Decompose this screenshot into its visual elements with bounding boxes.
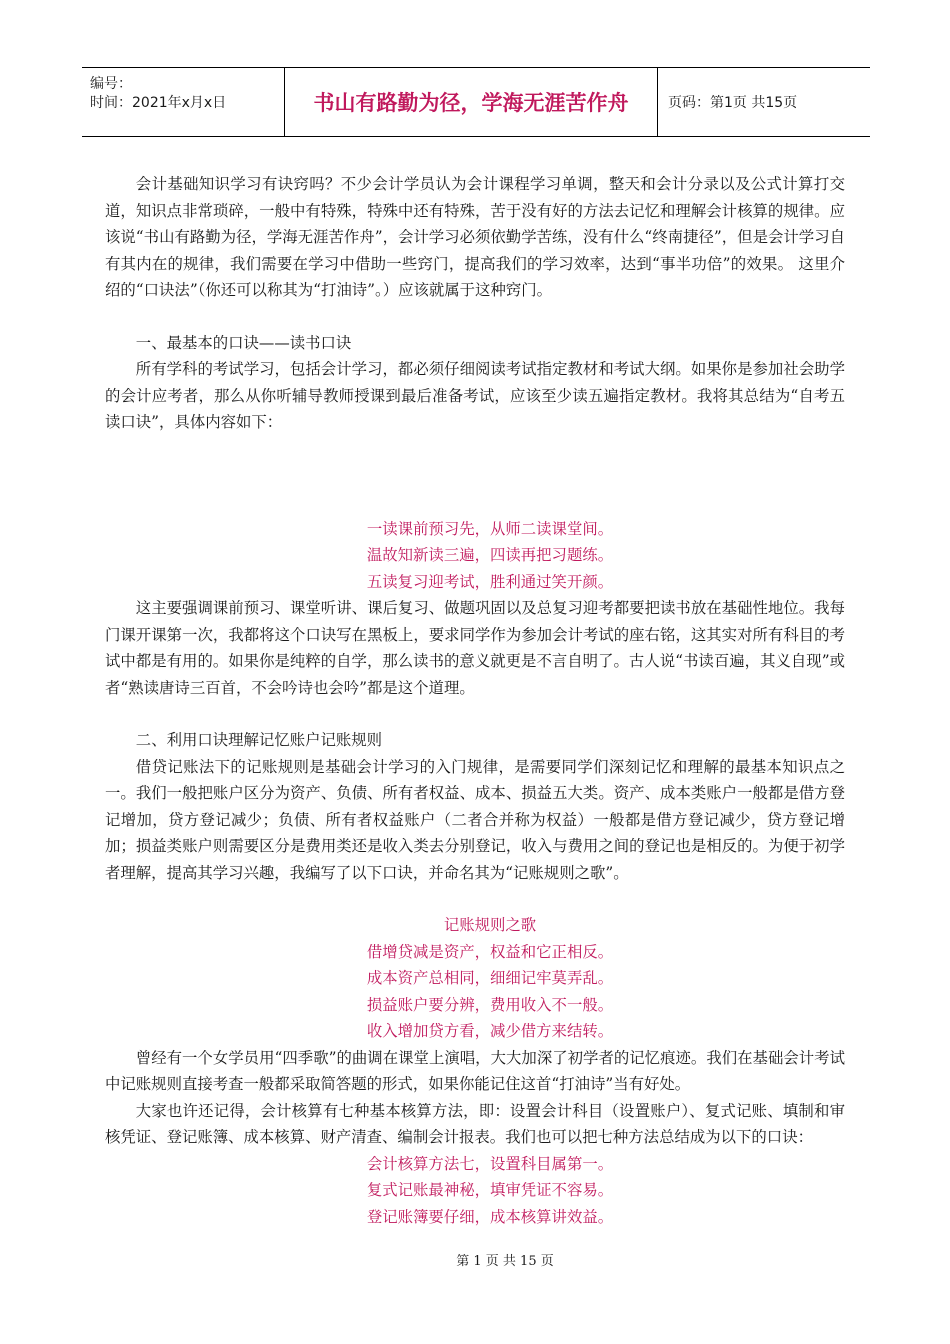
verse-line: 损益账户要分辨，费用收入不一般。 bbox=[366, 995, 614, 1014]
section1-paragraph: 所有学科的考试学习，包括会计学习，都必须仔细阅读考试指定教材和考试大纲。如果你是参加社会助学的会计应考者，那么从你听辅导教师授课到最后准备考试，应该至少读五遍指定教材。我将其总结为“自考五读口诀”，具体内容如下： bbox=[105, 360, 845, 431]
header-page-info: 页码：第1页 共15页 bbox=[668, 95, 798, 111]
section1-paragraph-2: 这主要强调课前预习、课堂听讲、课后复习、做题巩固以及总复习迎考都要把读书放在基础性地位。我每门课开课第一次，我都将这个口诀写在黑板上，要求同学作为参加会计考试的座右铭，这其实对所有科目的考试中都是有用的。如果你是纯粹的自学，那么读书的意义就更是不言自明了。古人说“书读百遍，其义自现”或者“熟读唐诗三百首，不会吟诗也会吟”都是这个道理。 bbox=[105, 599, 845, 697]
verse-line: 一读课前预习先，从师二读课堂间。 bbox=[366, 519, 614, 538]
verse-line: 温故知新读三遍，四读再把习题练。 bbox=[366, 546, 614, 564]
intro-paragraph: 会计基础知识学习有诀窍吗？不少会计学员认为会计课程学习单调，整天和会计分录以及公式计算打交道，知识点非常琐碎，一般中有特殊，特殊中还有特殊，苦于没有好的方法去记忆和理解会计核算的规律。应该说“书山有路勤为径，学海无涯苦作舟”，会计学习必须依勤学苦练，没有什么“终南捷径”，但是会计学习自有其内在的规律，我们需要在学习中借助一些窍门，提高我们的学习效率，达到“事半功倍”的效果。 这里介绍的“口诀法”（你还可以称其为“打油诗”。）应该就属于这种窍门。 bbox=[105, 175, 845, 299]
section2-paragraph: 借贷记账法下的记账规则是基础会计学习的入门规律，是需要同学们深刻记忆和理解的最基本知识点之一。我们一般把账户区分为资产、负债、所有者权益、成本、损益五大类。资产、成本类账户一般都是借方登记增加，贷方登记减少；负债、所有者权益账户（二者合并称为权益）一般都是借方登记减少，贷方登记增加；损益类账户则需要区分是费用类还是收入类去分别登记，收入与费用之间的登记也是相反的。为便于初学者理解，提高其学习兴趣，我编写了以下口诀，并命名其为“记账规则之歌”。 bbox=[105, 757, 845, 882]
verse-line: 收入增加贷方看，减少借方来结转。 bbox=[366, 1022, 614, 1040]
verse-line: 会计核算方法七，设置科目属第一。 bbox=[366, 1154, 614, 1173]
verse-line: 借增贷减是资产，权益和它正相反。 bbox=[366, 942, 614, 961]
document-header bbox=[82, 67, 870, 137]
verse-line: 五读复习迎考试，胜利通过笑开颜。 bbox=[366, 572, 614, 591]
date-label: 时间：2021年x月x日 bbox=[90, 95, 227, 111]
section2-title: 二、利用口诀理解记忆账户记账规则 bbox=[135, 731, 383, 749]
section1-title: 一、最基本的口诀——读书口诀 bbox=[135, 333, 352, 352]
page-footer: 第 1 页 共 15 页 bbox=[456, 1254, 554, 1269]
verse-line: 复式记账最神秘，填审凭证不容易。 bbox=[366, 1181, 614, 1199]
verse-line: 登记账簿要仔细，成本核算讲效益。 bbox=[366, 1207, 614, 1226]
section2-paragraph-2: 曾经有一个女学员用“四季歌”的曲调在课堂上演唱，大大加深了初学者的记忆痕迹。我们在基础会计考试中记账规则直接考查一般都采取简答题的形式，如果你能记住这首“打油诗”当有好处。 bbox=[105, 1048, 845, 1093]
header-meta bbox=[82, 68, 285, 136]
id-label: 编号： bbox=[90, 76, 132, 92]
document-body bbox=[105, 171, 845, 1230]
section2-paragraph-3: 大家也许还记得，会计核算有七种基本核算方法，即：设置会计科目（设置账户）、复式记账、填制和审核凭证、登记账簿、成本核算、财产清查、编制会计报表。我们也可以把七种方法总结成为以下的口诀： bbox=[105, 1101, 845, 1146]
song-title: 记账规则之歌 bbox=[443, 916, 537, 934]
verse-line: 成本资产总相同，细细记牢莫弄乱。 bbox=[366, 969, 614, 987]
header-motto: 书山有路勤为径，学海无涯苦作舟 bbox=[285, 68, 658, 136]
